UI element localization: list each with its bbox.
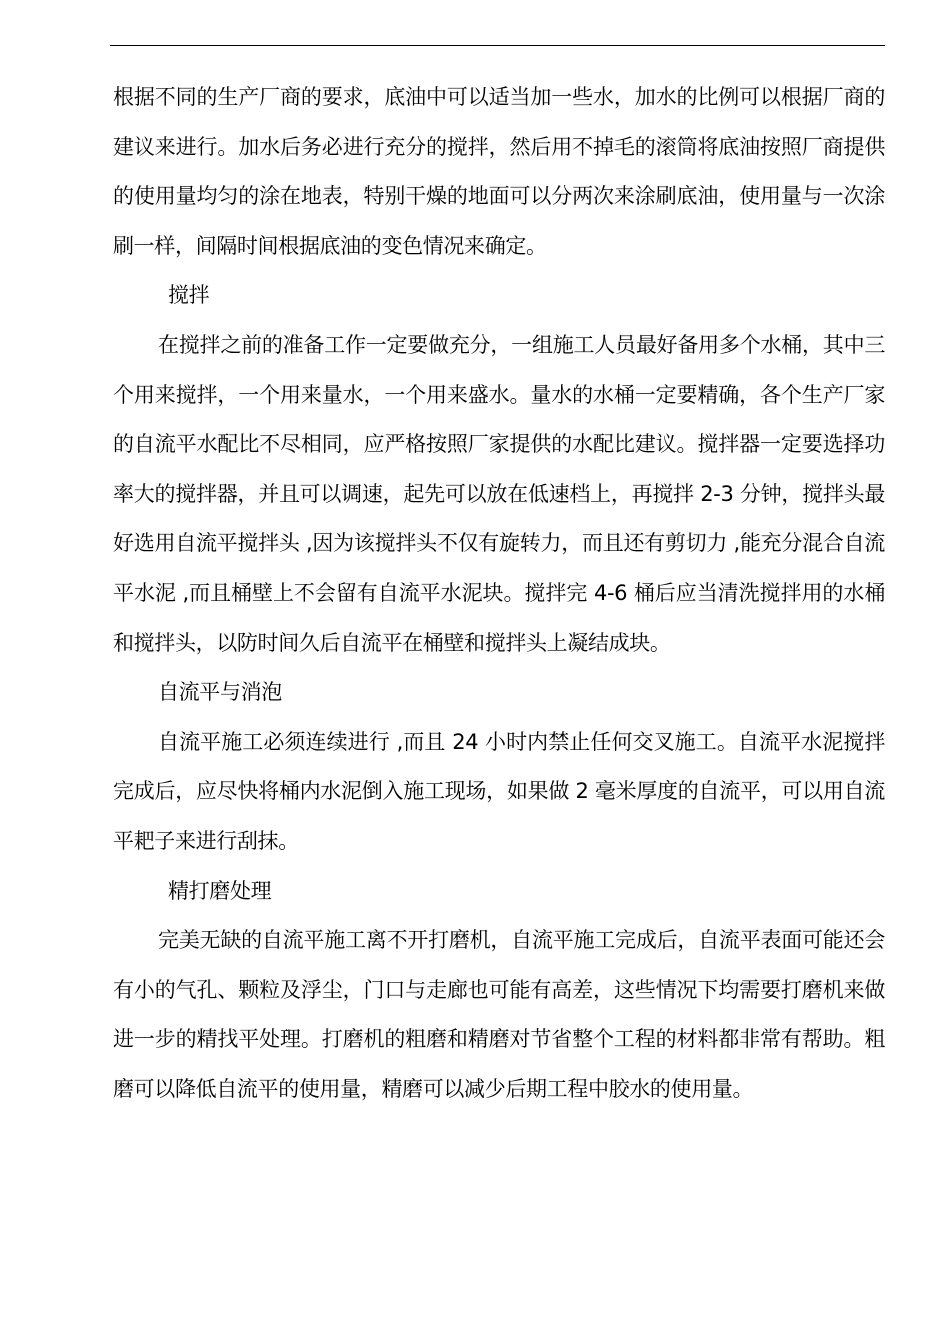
paragraph-stirring: 在搅拌之前的准备工作一定要做充分，一组施工人员最好备用多个水桶，其中三个用来搅拌，一个用来量水，一个用来盛水。量水的水桶一定要精确，各个生产厂家的自流平水配比不尽相同，应严格按照厂家提供的水配比建议。搅拌器一定要选择功率大的搅拌器，并且可以调速，起先可以放在低速档上，再搅拌 2-3 分钟，搅拌头最好选用自流平搅拌头 ,因为该搅拌头不仅有旋转力，而且还有剪切力 ,能充分混合自流平水泥 ,而且桶壁上不会留有自流平水泥块。搅拌完 4-6 桶后应当清洗搅拌用的水桶和搅拌头，以防时间久后自流平在桶壁和搅拌头上凝结成块。: [113, 332, 885, 655]
heading-self-leveling: 自流平与消泡: [158, 680, 282, 705]
document-body: [113, 73, 885, 1114]
paragraph-self-leveling: 自流平施工必须连续进行 ,而且 24 小时内禁止任何交叉施工。自流平水泥搅拌完成后，应尽快将桶内水泥倒入施工现场，如果做 2 毫米厚度的自流平，可以用自流平耙子来进行刮抹。: [113, 729, 885, 853]
heading-fine-polishing: 精打磨处理: [168, 878, 272, 903]
paragraph-primer: 根据不同的生产厂商的要求，底油中可以适当加一些水，加水的比例可以根据厂商的建议来进行。加水后务必进行充分的搅拌，然后用不掉毛的滚筒将底油按照厂商提供的使用量均匀的涂在地表，特别干燥的地面可以分两次来涂刷底油，使用量与一次涂刷一样，间隔时间根据底油的变色情况来确定。: [113, 85, 885, 258]
heading-stirring: 搅拌: [168, 283, 210, 308]
header-rule: [110, 45, 885, 46]
paragraph-fine-polishing: 完美无缺的自流平施工离不开打磨机，自流平施工完成后，自流平表面可能还会有小的气孔、颗粒及浮尘，门口与走廊也可能有高差，这些情况下均需要打磨机来做进一步的精找平处理。打磨机的粗磨和精磨对节省整个工程的材料都非常有帮助。粗磨可以降低自流平的使用量，精磨可以减少后期工程中胶水的使用量。: [113, 928, 885, 1101]
